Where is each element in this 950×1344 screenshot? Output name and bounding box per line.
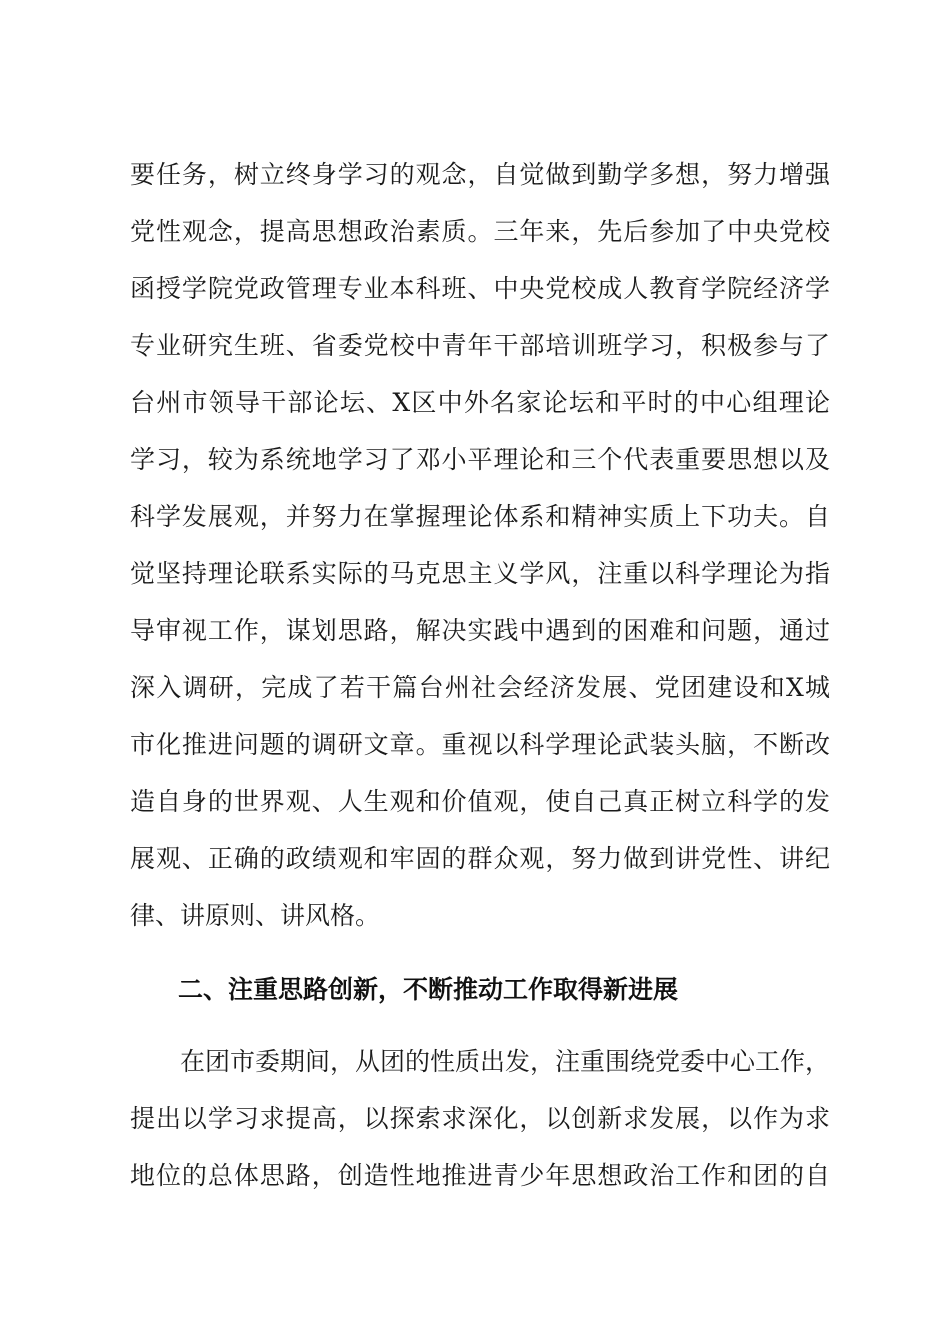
text-line: 台州市领导干部论坛、X区中外名家论坛和平时的中心组理论 (130, 388, 830, 417)
text-line: 律、讲原则、讲风格。 (130, 901, 381, 930)
paragraph-2 (130, 1033, 830, 1204)
text-line: 展观、正确的政绩观和牢固的群众观，努力做到讲党性、讲纪 (130, 844, 830, 873)
text-line: 函授学院党政管理专业本科班、中央党校成人教育学院经济学 (130, 274, 830, 303)
text-line: 要任务，树立终身学习的观念，自觉做到勤学多想，努力增强 (130, 160, 830, 189)
text-line: 市化推进问题的调研文章。重视以科学理论武装头脑，不断改 (130, 730, 830, 759)
text-line: 地位的总体思路，创造性地推进青少年思想政治工作和团的自 (130, 1161, 830, 1190)
paragraph-1 (130, 146, 830, 944)
text-line: 学习，较为系统地学习了邓小平理论和三个代表重要思想以及 (130, 445, 830, 474)
text-line: 觉坚持理论联系实际的马克思主义学风，注重以科学理论为指 (130, 559, 830, 588)
text-line: 导审视工作，谋划思路，解决实践中遇到的困难和问题，通过 (130, 616, 830, 645)
text-line: 在团市委期间，从团的性质出发，注重围绕党委中心工作， (180, 1047, 831, 1076)
text-line: 党性观念，提高思想政治素质。三年来，先后参加了中央党校 (130, 217, 830, 246)
text-line: 造自身的世界观、人生观和价值观，使自己真正树立科学的发 (130, 787, 830, 816)
section-heading: 二、注重思路创新，不断推动工作取得新进展 (178, 975, 679, 1004)
text-line: 科学发展观，并努力在掌握理论体系和精神实质上下功夫。自 (130, 502, 830, 531)
text-line: 提出以学习求提高，以探索求深化，以创新求发展，以作为求 (130, 1104, 830, 1133)
text-line: 深入调研，完成了若干篇台州社会经济发展、党团建设和X城 (130, 673, 830, 702)
text-line: 专业研究生班、省委党校中青年干部培训班学习，积极参与了 (130, 331, 830, 360)
